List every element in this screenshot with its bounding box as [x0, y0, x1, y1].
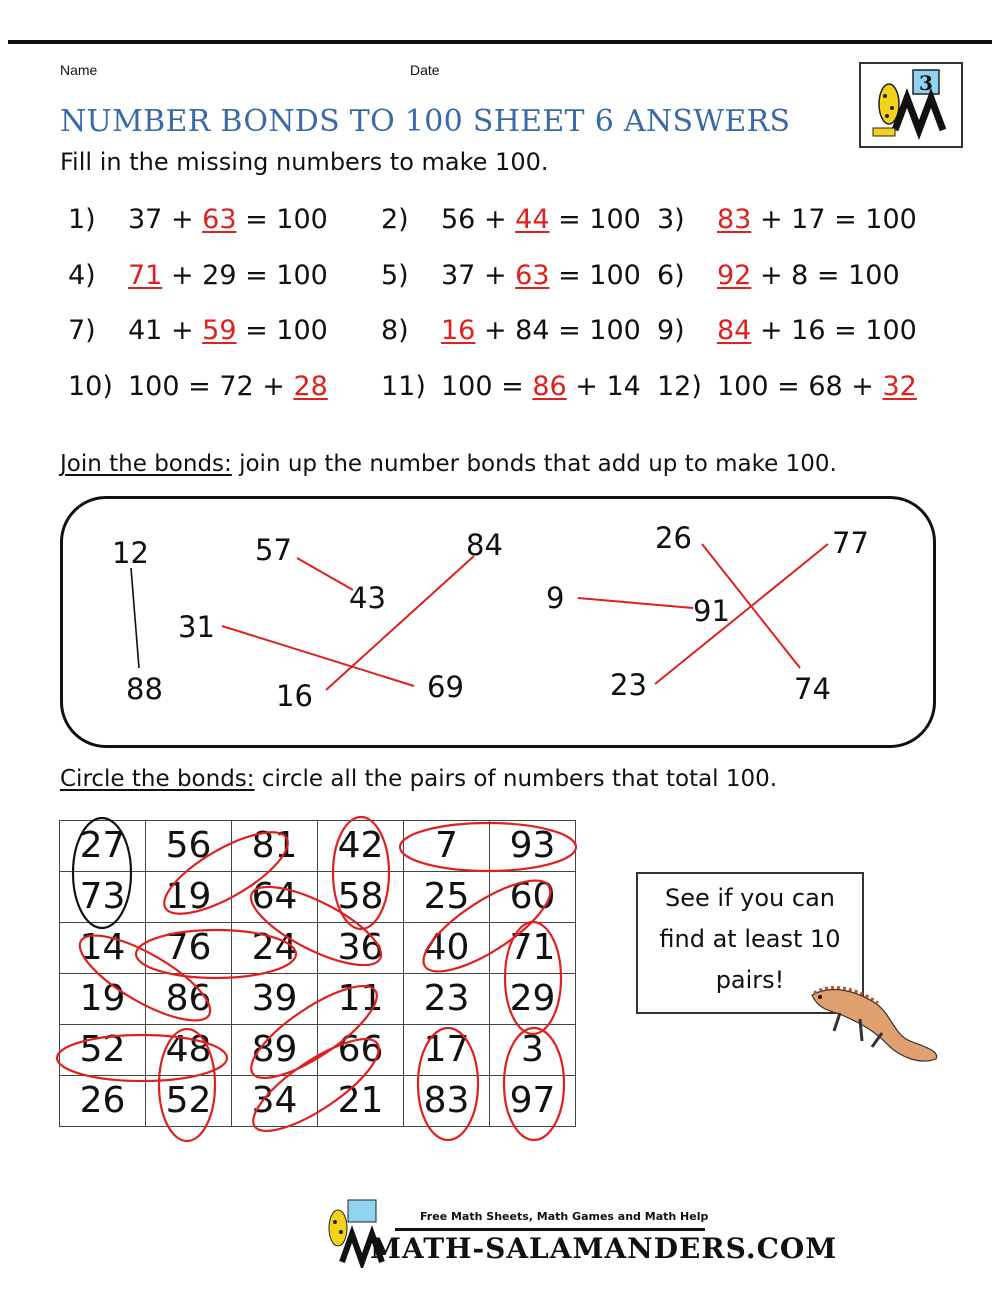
grid-row	[60, 821, 576, 872]
grid-cell[interactable]: 23	[404, 974, 490, 1025]
grid-cell[interactable]: 36	[318, 923, 404, 974]
join-number: 9	[546, 581, 565, 615]
problem-answer: 63	[202, 204, 237, 235]
problem-right: = 100	[236, 204, 328, 235]
grid-cell[interactable]: 86	[146, 974, 232, 1025]
grid-cell[interactable]: 64	[232, 872, 318, 923]
join-number: 77	[832, 526, 869, 560]
join-number: 43	[349, 581, 386, 615]
problem-left: 41 +	[128, 315, 203, 346]
problem-number: 4)	[68, 260, 96, 291]
grid-cell[interactable]: 56	[146, 821, 232, 872]
grid-cell[interactable]: 71	[490, 923, 576, 974]
join-number: 84	[466, 528, 503, 562]
problem-answer: 83	[717, 204, 752, 235]
problem-answer: 32	[882, 371, 917, 402]
circle-heading-label: Circle the bonds:	[60, 766, 255, 792]
grid-cell[interactable]: 14	[60, 923, 146, 974]
grid-cell[interactable]: 19	[60, 974, 146, 1025]
footer-rule	[395, 1228, 705, 1231]
problem-answer: 86	[532, 371, 567, 402]
problem-left: 56 +	[441, 204, 516, 235]
logo-badge: 3	[919, 71, 933, 95]
problem-left: 100 = 68 +	[717, 371, 883, 402]
problem-number: 8)	[381, 315, 409, 346]
problem-right: + 29 = 100	[162, 260, 328, 291]
join-number: 69	[427, 670, 464, 704]
join-line	[578, 598, 693, 608]
grid-cell[interactable]: 52	[60, 1025, 146, 1076]
circle-heading-text: circle all the pairs of numbers that total 100.	[254, 766, 778, 792]
grid-cell[interactable]: 73	[60, 872, 146, 923]
problem-answer: 16	[441, 315, 476, 346]
problem-right: = 100	[549, 260, 641, 291]
grid-row	[60, 974, 576, 1025]
grid-cell[interactable]: 26	[60, 1076, 146, 1127]
circle-heading	[60, 766, 777, 792]
join-number: 31	[178, 610, 215, 644]
grid-cell[interactable]: 21	[318, 1076, 404, 1127]
grid-cell[interactable]: 39	[232, 974, 318, 1025]
grid-row	[60, 1025, 576, 1076]
problem-answer: 71	[128, 260, 163, 291]
join-number: 57	[255, 533, 292, 567]
problem-right: + 8 = 100	[751, 260, 900, 291]
grid-cell[interactable]: 76	[146, 923, 232, 974]
problem-number: 5)	[381, 260, 409, 291]
grid-cell[interactable]: 11	[318, 974, 404, 1025]
grid-cell[interactable]: 42	[318, 821, 404, 872]
join-heading-text: join up the number bonds that add up to make 100.	[231, 451, 837, 477]
join-line	[222, 626, 414, 686]
problem-right: + 84 = 100	[475, 315, 641, 346]
grid-cell[interactable]: 66	[318, 1025, 404, 1076]
join-number: 12	[112, 536, 149, 570]
grid-row	[60, 872, 576, 923]
grid-cell[interactable]: 25	[404, 872, 490, 923]
problem-right: + 14	[566, 371, 641, 402]
grid-cell[interactable]: 81	[232, 821, 318, 872]
grid-cell[interactable]: 89	[232, 1025, 318, 1076]
join-number: 23	[610, 668, 647, 702]
problem-number: 7)	[68, 315, 96, 346]
tip-line: pairs!	[715, 966, 785, 994]
grid-cell[interactable]: 7	[404, 821, 490, 872]
join-number: 88	[126, 672, 163, 706]
join-line	[655, 544, 828, 684]
grid-cell[interactable]: 17	[404, 1025, 490, 1076]
problem-answer: 59	[202, 315, 237, 346]
problem-right: + 16 = 100	[751, 315, 917, 346]
date-label: Date	[410, 62, 440, 78]
grid-cell[interactable]: 60	[490, 872, 576, 923]
grid-row	[60, 923, 576, 974]
grid-cell[interactable]: 97	[490, 1076, 576, 1127]
grid-cell[interactable]: 52	[146, 1076, 232, 1127]
problem-number: 6)	[657, 260, 685, 291]
join-number: 16	[276, 679, 313, 713]
problem-right: = 100	[549, 204, 641, 235]
problem-answer: 92	[717, 260, 752, 291]
problem-right: + 17 = 100	[751, 204, 917, 235]
grid-cell[interactable]: 3	[490, 1025, 576, 1076]
problem-left: 100 = 72 +	[128, 371, 294, 402]
problem-number: 3)	[657, 204, 685, 235]
grid-cell[interactable]: 19	[146, 872, 232, 923]
problem-number: 12)	[657, 371, 702, 402]
instructions: Fill in the missing numbers to make 100.	[60, 148, 549, 176]
footer-tagline: Free Math Sheets, Math Games and Math Help	[420, 1210, 709, 1223]
problem-number: 10)	[68, 371, 113, 402]
problem-number: 9)	[657, 315, 685, 346]
grid-cell[interactable]: 40	[404, 923, 490, 974]
problem-answer: 63	[515, 260, 550, 291]
problem-left: 100 =	[441, 371, 533, 402]
problem-number: 2)	[381, 204, 409, 235]
join-heading-label: Join the bonds:	[60, 451, 232, 477]
grid-cell[interactable]: 29	[490, 974, 576, 1025]
problem-number: 1)	[68, 204, 96, 235]
name-label: Name	[60, 62, 98, 78]
footer-site-name[interactable]: MATH-SALAMANDERS.COM	[370, 1232, 838, 1265]
grid-cell[interactable]: 83	[404, 1076, 490, 1127]
grid-cell[interactable]: 58	[318, 872, 404, 923]
join-number: 74	[794, 672, 831, 706]
grid-cell[interactable]: 24	[232, 923, 318, 974]
problem-answer: 84	[717, 315, 752, 346]
tip-line: find at least 10	[659, 925, 841, 953]
join-number: 26	[655, 521, 692, 555]
problem-answer: 44	[515, 204, 550, 235]
problem-left: 37 +	[441, 260, 516, 291]
problem-right: = 100	[236, 315, 328, 346]
grid-cell[interactable]: 34	[232, 1076, 318, 1127]
problem-answer: 28	[293, 371, 328, 402]
grid-cell[interactable]: 27	[60, 821, 146, 872]
grid-cell[interactable]: 93	[490, 821, 576, 872]
join-line	[131, 568, 139, 668]
salamander-illustration	[800, 975, 950, 1065]
problem-number: 11)	[381, 371, 426, 402]
grid-row	[60, 1076, 576, 1127]
grid-cell[interactable]: 48	[146, 1025, 232, 1076]
number-grid	[59, 820, 576, 1127]
page-title: NUMBER BONDS TO 100 SHEET 6 ANSWERS	[60, 104, 791, 139]
tip-line: See if you can	[665, 884, 835, 912]
join-line	[297, 558, 353, 590]
join-number: 91	[693, 594, 730, 628]
problem-left: 37 +	[128, 204, 203, 235]
